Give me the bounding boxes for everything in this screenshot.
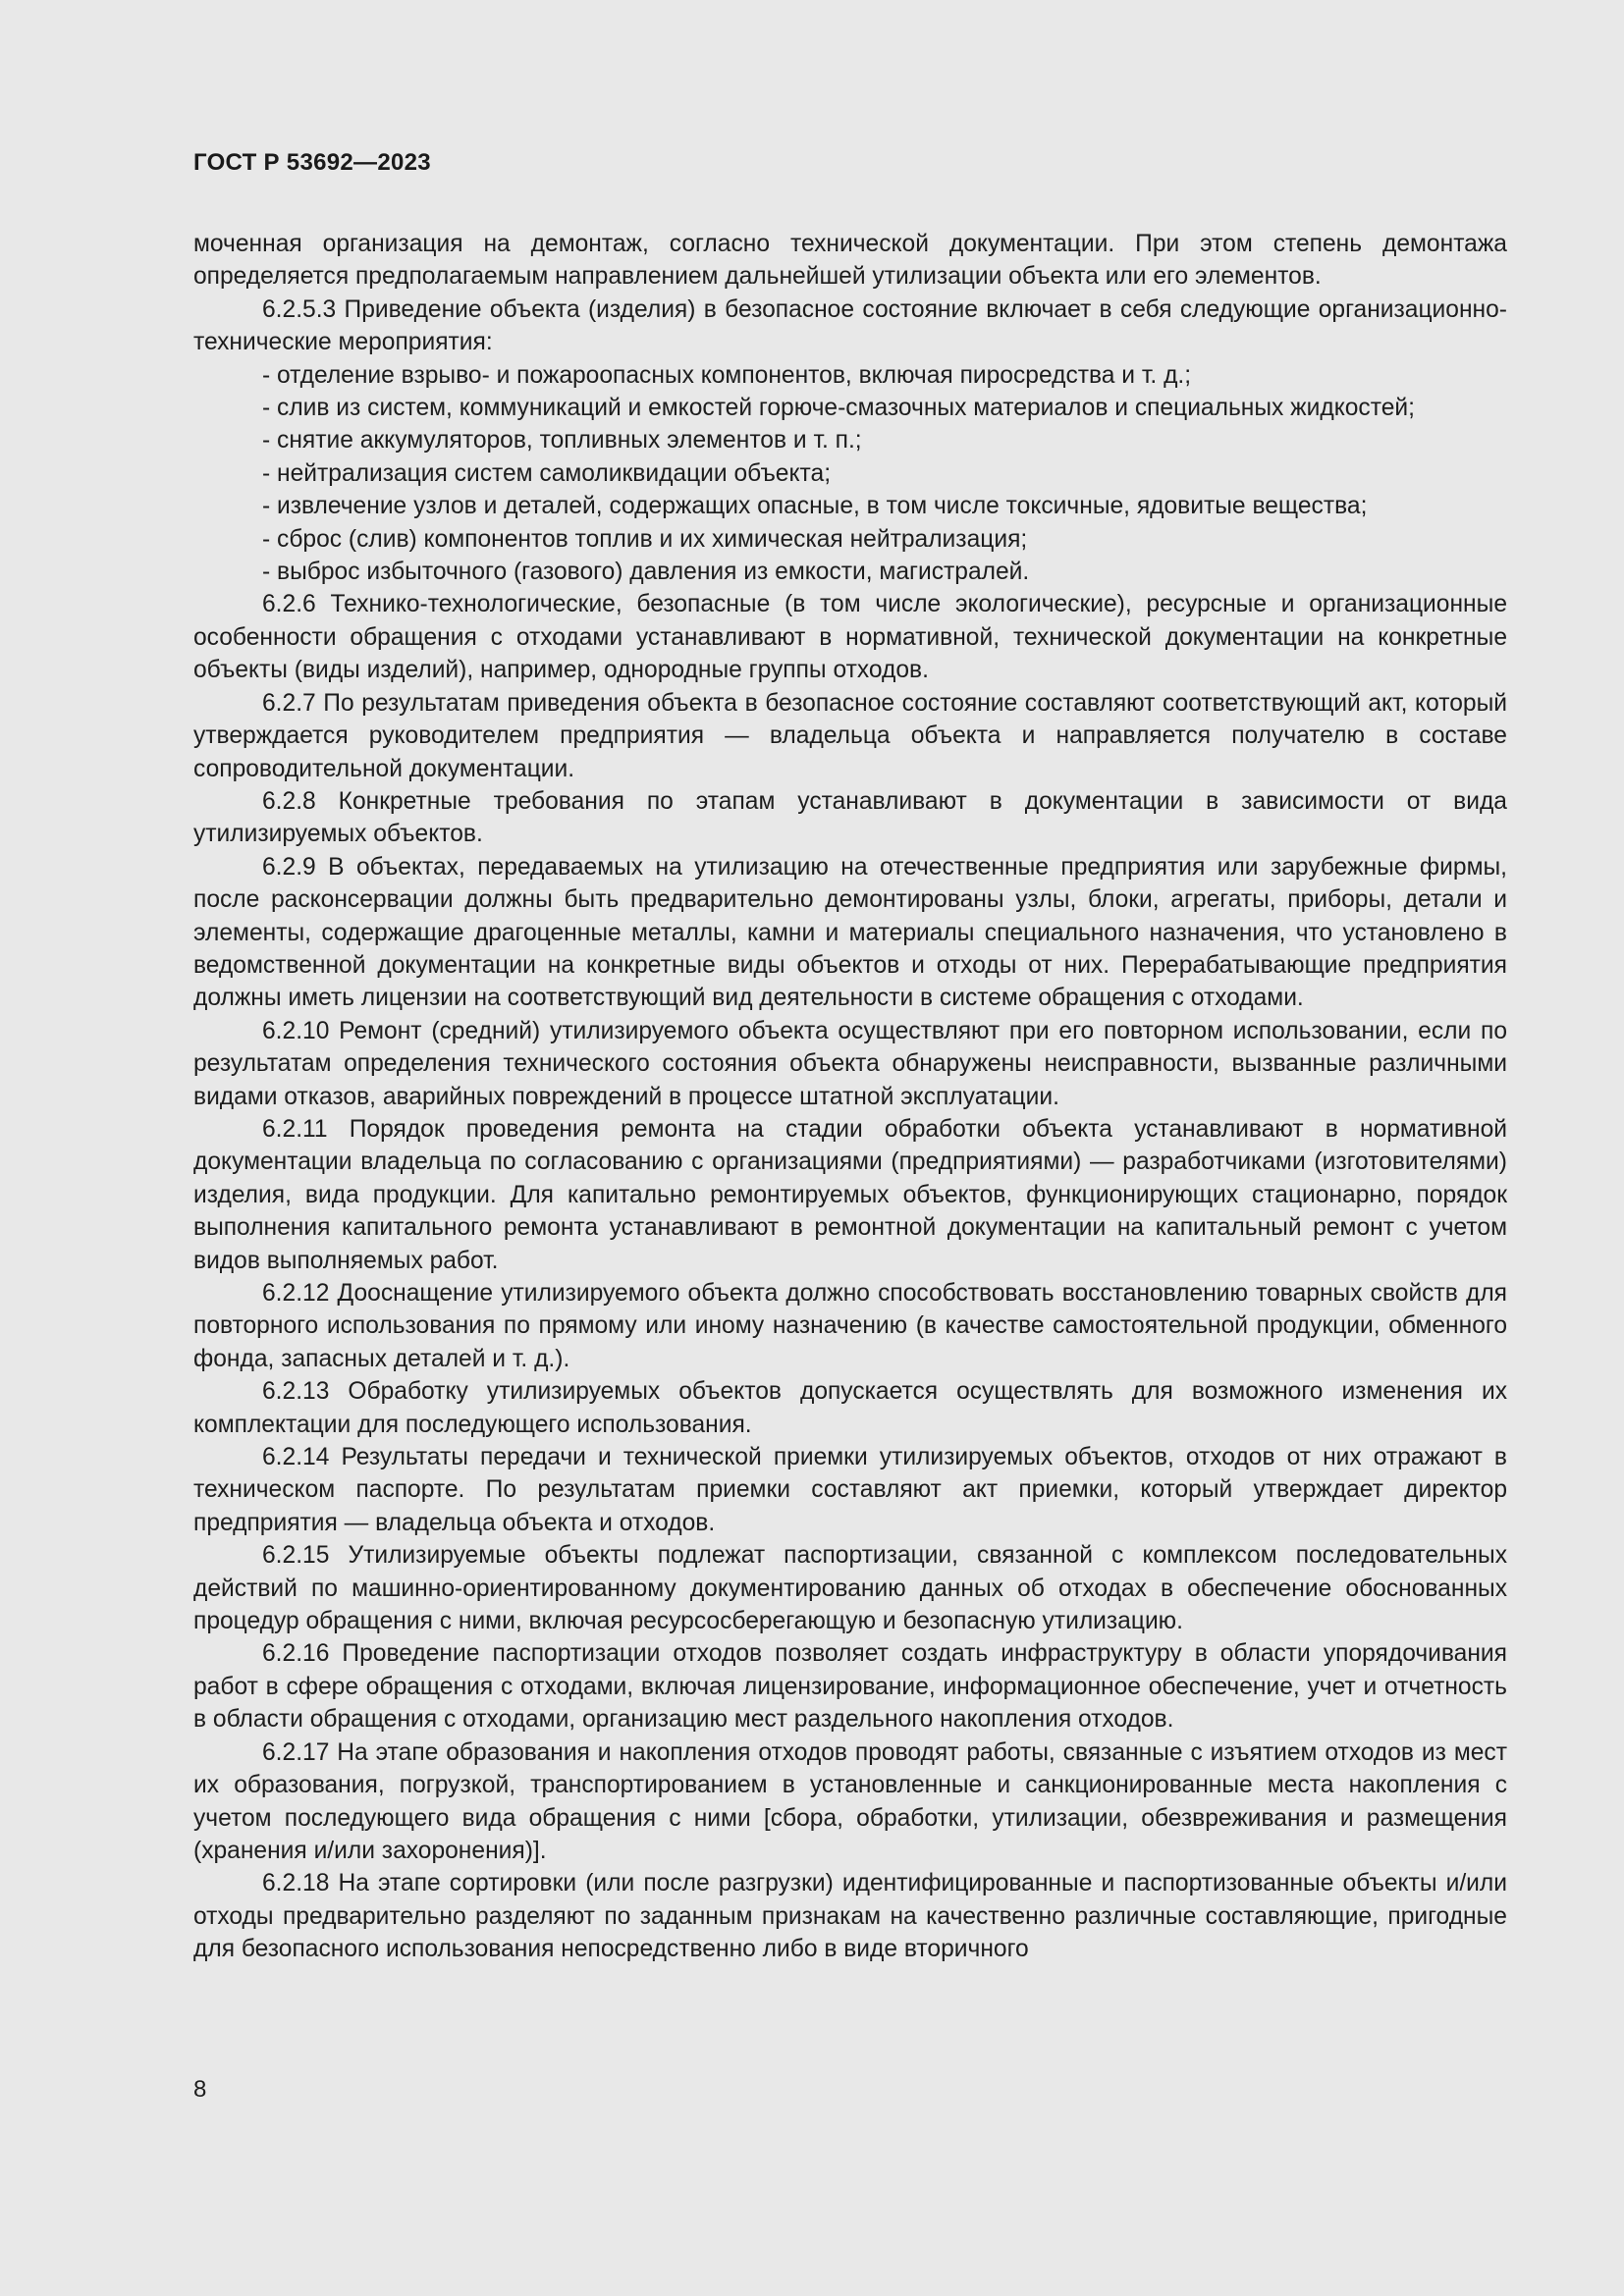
paragraph: - снятие аккумуляторов, топливных элементов и т. п.; (262, 427, 862, 454)
paragraph: 6.2.7 По результатам приведения объекта в безопасное состояние составляют соответствующий акт, который утверждается руководителем предприятия — владельца объекта и направляется получателю в составе сопроводительной документации. (193, 689, 1507, 782)
paragraph: 6.2.15 Утилизируемые объекты подлежат паспортизации, связанной с комплексом последовательных действий по машинно-ориентированному документированию данных об отходах в обеспечение обоснованных процедур обращения с ними, включая ресурсосберегающую и безопасную утилизацию. (193, 1542, 1507, 1635)
body-text (193, 228, 1507, 1966)
paragraph: - сброс (слив) компонентов топлив и их химическая нейтрализация; (262, 525, 1028, 553)
paragraph: 6.2.14 Результаты передачи и технической приемки утилизируемых объектов, отходов от них отражают в техническом паспорте. По результатам приемки составляют акт приемки, который утверждает директор предприятия — владельца объекта и отходов. (193, 1444, 1507, 1536)
paragraph: 6.2.5.3 Приведение объекта (изделия) в безопасное состояние включает в себя следующие организационно-технические мероприятия: (193, 295, 1507, 356)
paragraph: 6.2.11 Порядок проведения ремонта на стадии обработки объекта устанавливают в нормативной документации владельца по согласованию с организациями (предприятиями) — разработчиками (изготовителями) изделия, вида продукции. Для капитально ремонтируемых объектов, функционирующих стационарно, порядок выполнения капитального ремонта устанавливают в ремонтной документации на капитальный ремонт с учетом видов выполняемых работ. (193, 1115, 1507, 1274)
paragraph: моченная организация на демонтаж, согласно технической документации. При этом степень демонтажа определяется предполагаемым направлением дальнейшей утилизации объекта или его элементов. (193, 231, 1507, 291)
paragraph: - отделение взрыво- и пожароопасных компонентов, включая пиросредства и т. д.; (262, 361, 1192, 389)
paragraph: - извлечение узлов и деталей, содержащих опасные, в том числе токсичные, ядовитые вещества; (262, 493, 1368, 520)
paragraph: - нейтрализация систем самоликвидации объекта; (262, 459, 832, 487)
paragraph: 6.2.10 Ремонт (средний) утилизируемого объекта осуществляют при его повторном использовании, если по результатам определения технического состояния объекта обнаружены неисправности, вызванные различными видами отказов, аварийных повреждений в процессе штатной эксплуатации. (193, 1017, 1507, 1110)
paragraph: 6.2.8 Конкретные требования по этапам устанавливают в документации в зависимости от вида утилизируемых объектов. (193, 787, 1507, 848)
paragraph: 6.2.6 Технико-технологические, безопасные (в том числе экологические), ресурсные и организационные особенности обращения с отходами устанавливают в нормативной, технической документации на конкретные объекты (виды изделий), например, однородные группы отходов. (193, 591, 1507, 684)
paragraph: 6.2.12 Дооснащение утилизируемого объекта должно способствовать восстановлению товарных свойств для повторного использования по прямому или иному назначению (в качестве самостоятельной продукции, обменного фонда, запасных деталей и т. д.). (193, 1280, 1507, 1372)
paragraph: 6.2.13 Обработку утилизируемых объектов допускается осуществлять для возможного изменения их комплектации для последующего использования. (193, 1378, 1507, 1438)
document-code-header: ГОСТ Р 53692—2023 (193, 149, 431, 176)
paragraph: 6.2.9 В объектах, передаваемых на утилизацию на отечественные предприятия или зарубежные фирмы, после расконсервации должны быть предварительно демонтированы узлы, блоки, агрегаты, приборы, детали и элементы, содержащие драгоценные металлы, камни и материалы специального назначения, что установлено в ведомственной документации на конкретные виды объектов и отходы от них. Перерабатывающие предприятия должны иметь лицензии на соответствующий вид деятельности в системе обращения с отходами. (193, 853, 1507, 1012)
paragraph: - выброс избыточного (газового) давления из емкости, магистралей. (262, 559, 1030, 586)
paragraph: 6.2.16 Проведение паспортизации отходов позволяет создать инфраструктуру в области упорядочивания работ в сфере обращения с отходами, включая лицензирование, информационное обеспечение, учет и отчетность в области обращения с отходами, организацию мест раздельного накопления отходов. (193, 1640, 1507, 1734)
page-number: 8 (193, 2076, 207, 2103)
paragraph: 6.2.18 На этапе сортировки (или после разгрузки) идентифицированные и паспортизованные объекты и/или отходы предварительно разделяют по заданным признакам на качественно различные составляющие, пригодные для безопасного использования непосредственно либо в виде вторичного (193, 1870, 1507, 1963)
paragraph: 6.2.17 На этапе образования и накопления отходов проводят работы, связанные с изъятием отходов из мест их образования, погрузкой, транспортированием в установленные и санкционированные места накопления с учетом последующего вида обращения с ними [сбора, обработки, утилизации, обезвреживания и размещения (хранения и/или захоронения)]. (193, 1738, 1507, 1864)
paragraph: - слив из систем, коммуникаций и емкостей горюче-смазочных материалов и специальных жидкостей; (262, 395, 1415, 422)
